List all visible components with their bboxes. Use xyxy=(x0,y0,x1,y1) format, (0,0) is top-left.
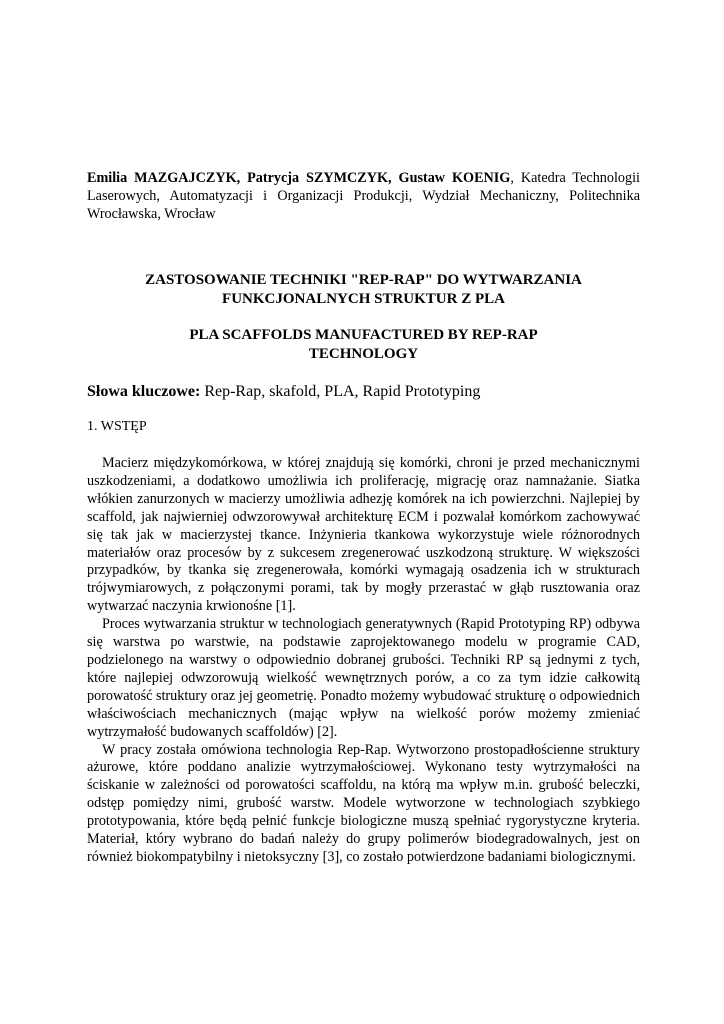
title-english-line-2: TECHNOLOGY xyxy=(308,346,419,362)
title-polish-line-1: ZASTOSOWANIE TECHNIKI "REP-RAP" DO WYTWARZANIA xyxy=(145,272,582,288)
title-english-line-1: PLA SCAFFOLDS MANUFACTURED BY REP-RAP xyxy=(189,327,538,343)
paragraph: W pracy została omówiona technologia Rep-Rap. Wytworzono prostopadłościenne struktury ażurowe, które poddano analizie wytrzymałościowej. Wykonano testy wytrzymałości na ściskanie w zależności od porowatości scaffoldu, na którą ma wpływ m.in. grubość beleczki, odstęp pomiędzy nimi, grubość warstw. Modele wytworzone w technologiach szybkiego prototypowania, które będą pełnić funkcje biologiczne muszą spełniać rygorystyczne kryteria. Materiał, który wybrano do badań należy do grupy polimerów biodegradowalnych, jest on również biokompatybilny i nietoksyczny [3], co zostało potwierdzone badaniami biologicznymi. xyxy=(87,741,640,865)
paragraph: Macierz międzykomórkowa, w której znajdują się komórki, chroni je przed mechanicznymi uszkodzeniami, a dodatkowo umożliwia ich proliferację, migrację oraz namnażanie. Siatka włókien zanurzonych w macierzy umożliwia adhezję komórek na ich powierzchni. Najlepiej by scaffold, jak najwierniej odwzorowywał architekturę ECM i pozwalał komórkom zachowywać się tak jak w macierzystej tkance. Inżynieria tkankowa wykorzystuje wiele różnorodnych materiałów oraz procesów by z sukcesem zregenerować uszkodzoną strukturę. W większości przypadków, by tkanka się zregenerowała, komórki wymagają osadzenia ich w strukturach trójwymiarowych, z połączonymi porami, tak by mogły przerastać w głąb rusztowania oraz wytwarzać naczynia krwionośne [1]. xyxy=(87,455,640,615)
keywords xyxy=(87,382,640,402)
keywords-value: Rep-Rap, skafold, PLA, Rapid Prototyping xyxy=(200,383,481,400)
title-english xyxy=(87,326,640,364)
paragraph: Proces wytwarzania struktur w technologiach generatywnych (Rapid Prototyping RP) odbywa się warstwa po warstwie, na podstawie zaprojektowanego modelu w programie CAD, podzielonego na warstwy o odpowiednio dobranej grubości. Techniki RP są jednymi z tych, które najlepiej odwzorowują wielkość wewnętrznych porów, a co za tym idzie całkowitą porowatość struktury oraz jej geometrię. Ponadto możemy wybudować strukturę o odpowiednich właściwościach mechanicznych (mając wpływ na wielkość porów możemy zmieniać wytrzymałość budowanych scaffoldów) [2]. xyxy=(87,616,640,740)
keywords-label: Słowa kluczowe: xyxy=(87,383,201,400)
document-page xyxy=(87,169,640,867)
title-polish-line-2: FUNKCJONALNYCH STRUKTUR Z PLA xyxy=(222,291,505,307)
author-names: Emilia MAZGAJCZYK, Patrycja SZYMCZYK, Gustaw KOENIG xyxy=(87,170,511,186)
affiliation: , Katedra Technologii Laserowych, Automatyzacji i Organizacji Produkcji, Wydział Mechaniczny, Politechnika Wrocławska, Wrocław xyxy=(87,170,640,222)
section-heading: 1. WSTĘP xyxy=(87,419,147,434)
body-text xyxy=(87,455,640,867)
title-polish xyxy=(87,271,640,309)
author-affiliation xyxy=(87,169,640,223)
